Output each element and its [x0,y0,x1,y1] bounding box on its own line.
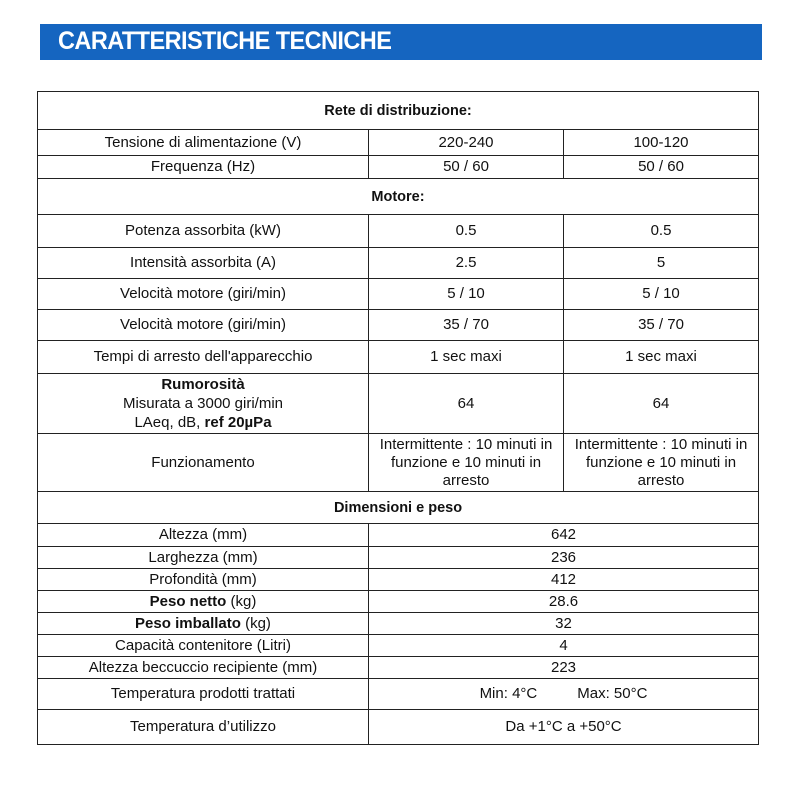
table-row [38,547,759,569]
table-row [38,215,759,248]
row-label: Tempi di arresto dell'apparecchio [38,341,369,374]
row-label: Tensione di alimentazione (V) [38,130,369,156]
section-header-row [38,179,759,215]
row-label: Funzionamento [38,434,369,492]
table-row [38,679,759,710]
row-value-2: 0.5 [564,215,759,248]
row-label: Temperatura prodotti trattati [38,679,369,710]
table-row [38,613,759,635]
row-value: 236 [369,547,759,569]
table-row [38,310,759,341]
row-label: Velocità motore (giri/min) [38,279,369,310]
peso-imballato-bold: Peso imballato [135,614,241,632]
table-row [38,710,759,745]
row-value: 28.6 [369,591,759,613]
peso-netto-bold: Peso netto [149,592,227,610]
table-row [38,248,759,279]
table-row [38,591,759,613]
row-value-1: 5 / 10 [369,279,564,310]
row-label: Larghezza (mm) [38,547,369,569]
row-label: Potenza assorbita (kW) [38,215,369,248]
row-value-1: 50 / 60 [369,156,564,179]
row-value: 642 [369,524,759,547]
rumorosita-line2: Misurata a 3000 giri/min [122,395,284,412]
row-label: Capacità contenitore (Litri) [38,635,369,657]
table-row [38,279,759,310]
temp-max: Max: 50°C [577,685,648,702]
row-value: 4 [369,635,759,657]
table-row-funzionamento [38,434,759,492]
section-rete: Rete di distribuzione: [38,92,759,130]
title-banner [40,24,762,60]
row-value-1: 0.5 [369,215,564,248]
row-label: Frequenza (Hz) [38,156,369,179]
page-title: CARATTERISTICHE TECNICHE [58,27,392,55]
section-header-row [38,92,759,130]
peso-imballato-label [38,613,369,635]
row-value-2: 5 / 10 [564,279,759,310]
peso-netto-label [38,591,369,613]
section-header-row [38,492,759,524]
rumorosita-line3a: LAeq, dB, [134,414,201,431]
rumorosita-line3b: ref 20µPa [204,414,272,431]
temp-range-cell [369,679,759,710]
section-dimensioni: Dimensioni e peso [38,492,759,524]
row-value: 412 [369,569,759,591]
table-row [38,569,759,591]
rumorosita-label-cell [38,374,369,434]
row-value: 223 [369,657,759,679]
table-row [38,524,759,547]
row-label: Velocità motore (giri/min) [38,310,369,341]
table-row [38,657,759,679]
row-value-2: 5 [564,248,759,279]
row-value-1: 220-240 [369,130,564,156]
row-value-1: 35 / 70 [369,310,564,341]
row-value-2: 100-120 [564,130,759,156]
row-value: 32 [369,613,759,635]
rumorosita-title: Rumorosità [161,376,245,393]
table-row [38,130,759,156]
row-label: Profondità (mm) [38,569,369,591]
row-value-1: Intermittente : 10 minuti in funzione e 10 minuti in arresto [369,434,564,492]
row-value-2: 35 / 70 [564,310,759,341]
row-label: Temperatura d’utilizzo [38,710,369,745]
row-value-2: 50 / 60 [564,156,759,179]
row-value-1: 1 sec maxi [369,341,564,374]
row-label: Altezza beccuccio recipiente (mm) [38,657,369,679]
peso-imballato-unit: (kg) [245,614,271,632]
peso-netto-unit: (kg) [230,592,257,610]
row-value: Da +1°C a +50°C [369,710,759,745]
row-value-1: 64 [369,374,564,434]
spec-table [37,91,759,745]
table-row [38,156,759,179]
table-row [38,635,759,657]
temp-min: Min: 4°C [479,685,538,702]
row-value-1: 2.5 [369,248,564,279]
row-value-2: Intermittente : 10 minuti in funzione e 10 minuti in arresto [564,434,759,492]
row-label: Intensità assorbita (A) [38,248,369,279]
row-value-2: 1 sec maxi [564,341,759,374]
row-value-2: 64 [564,374,759,434]
table-row [38,341,759,374]
section-motore: Motore: [38,179,759,215]
row-label: Altezza (mm) [38,524,369,547]
table-row-rumorosita [38,374,759,434]
